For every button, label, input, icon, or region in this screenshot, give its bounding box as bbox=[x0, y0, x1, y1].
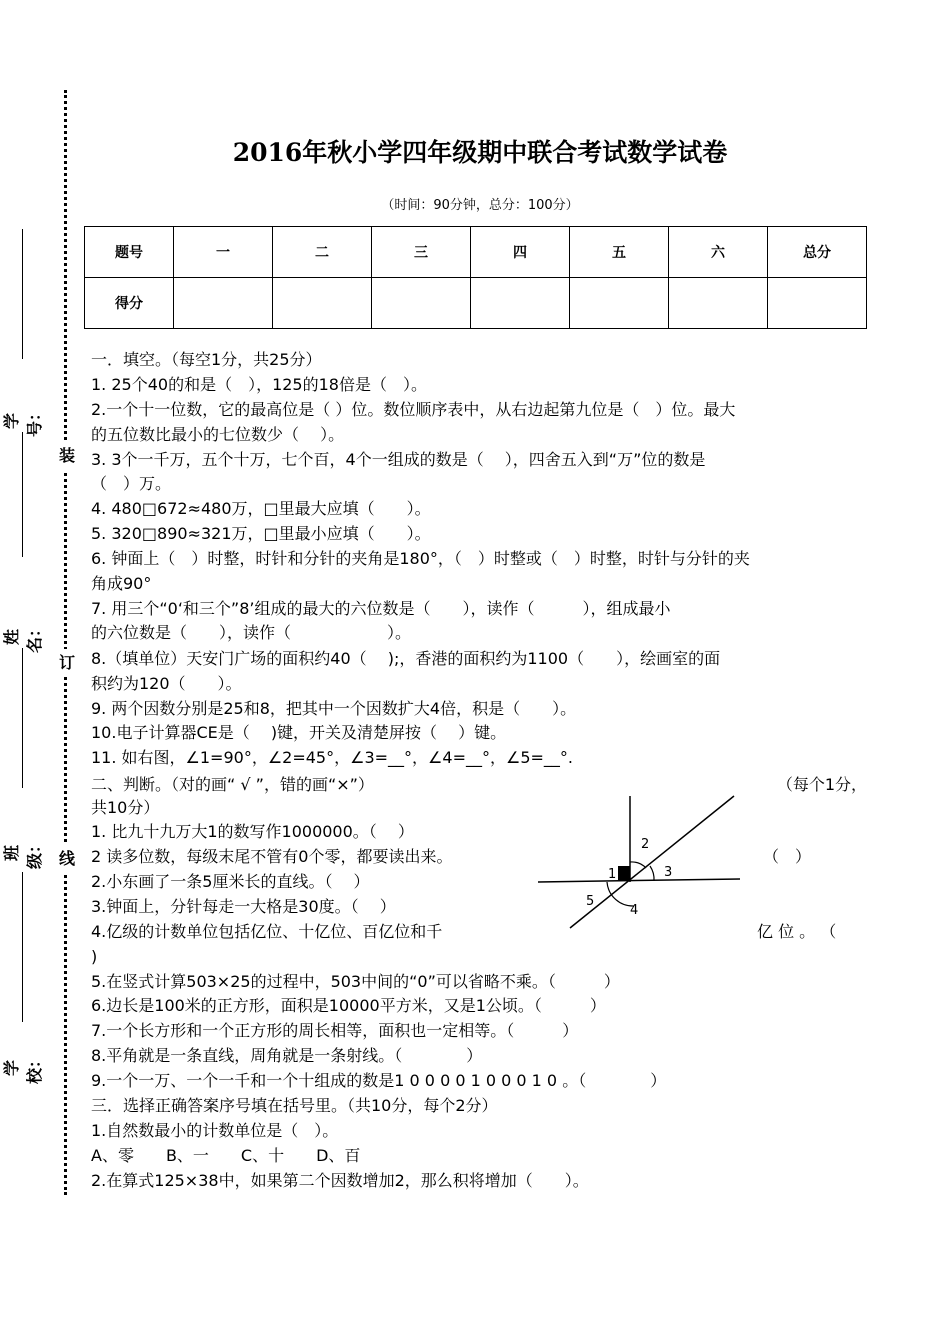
score-header-cell: 四 bbox=[471, 227, 570, 278]
angle-label: 2 bbox=[641, 837, 650, 852]
angle-figure bbox=[534, 790, 764, 940]
judge-item: 8.平角就是一条直线，周角就是一条射线。（ ） bbox=[91, 1046, 483, 1065]
question-line: 角成90° bbox=[91, 574, 152, 593]
angle-label: 1 bbox=[608, 867, 617, 882]
judge-item: 7.一个长方形和一个正方形的周长相等，面积也一定相等。（ ） bbox=[91, 1021, 579, 1040]
horizontal-line bbox=[538, 879, 740, 882]
score-header-cell: 总分 bbox=[768, 227, 867, 278]
seal-word-xian: 线 bbox=[58, 845, 76, 873]
exam-title: 2016年秋小学四年级期中联合考试数学试卷 bbox=[232, 138, 728, 167]
question-line: 4. 480□672≈480万，□里最大应填（ ）。 bbox=[91, 499, 431, 518]
class-line bbox=[22, 648, 23, 788]
score-header-cell: 一 bbox=[174, 227, 273, 278]
judge-item: 5.在竖式计算503×25的过程中，503中间的“0”可以省略不乘。（ ） bbox=[91, 972, 620, 991]
binding-dashed-line bbox=[64, 90, 67, 1195]
question-line: 7. 用三个“0‘和三个”8’组成的最大的六位数是（ ），读作（ ），组成最小 bbox=[91, 599, 671, 618]
question-line: 积约为120（ ）。 bbox=[91, 674, 242, 693]
score-table bbox=[84, 226, 867, 329]
judge-item: 9.一个一万、一个一千和一个十组成的数是1 0 0 0 0 1 0 0 0 1 0 。（ ） bbox=[91, 1071, 667, 1090]
section2-heading-cont: 共10分） bbox=[91, 798, 160, 817]
seal-word-zhuang: 装 bbox=[58, 442, 76, 470]
angle-label: 5 bbox=[586, 894, 595, 909]
score-cell[interactable] bbox=[669, 278, 768, 329]
score-cell[interactable] bbox=[372, 278, 471, 329]
score-cell[interactable] bbox=[768, 278, 867, 329]
student-id-line bbox=[22, 229, 23, 359]
angle-2-arc bbox=[630, 862, 646, 868]
choice-line: 1.自然数最小的计数单位是（ ）。 bbox=[91, 1121, 339, 1140]
section2-heading-right: （每个1分， bbox=[776, 775, 867, 794]
score-header-cell: 二 bbox=[273, 227, 372, 278]
judge-item: 4.亿级的计数单位包括亿位、十亿位、百亿位和千 bbox=[91, 922, 443, 941]
score-row-label: 得分 bbox=[85, 278, 174, 329]
judge-item: 1. 比九十九万大1的数写作1000000。（ ） bbox=[91, 822, 414, 841]
score-header-cell: 题号 bbox=[85, 227, 174, 278]
section1-heading: 一．填空。（每空1分，共25分） bbox=[91, 350, 322, 369]
score-cell[interactable] bbox=[570, 278, 669, 329]
question-line: 的五位数比最小的七位数少（ ）。 bbox=[91, 425, 345, 444]
judge-item: 3.钟面上，分针每走一大格是30度。（ ） bbox=[91, 897, 396, 916]
score-cell[interactable] bbox=[273, 278, 372, 329]
school-line bbox=[22, 872, 23, 1022]
exam-subtitle: （时间：90分钟，总分：100分） bbox=[381, 198, 579, 213]
question-line: 2.一个十一位数，它的最高位是（ ）位。数位顺序表中，从右边起第九位是（ ）位。最大 bbox=[91, 400, 736, 419]
judge-item-paren: （ ） bbox=[763, 847, 812, 866]
angle-label: 3 bbox=[664, 865, 673, 880]
seal-word-ding: 订 bbox=[58, 649, 76, 677]
question-line: 6. 钟面上（ ）时整，时针和分针的夹角是180°，（ ）时整或（ ）时整，时针与分针的夹 bbox=[91, 549, 750, 568]
judge-item: 6.边长是100米的正方形，面积是10000平方米，又是1公顷。（ ） bbox=[91, 996, 606, 1015]
judge-item-cont: 亿 位 。 （ bbox=[757, 922, 837, 941]
diagonal-line bbox=[570, 796, 734, 928]
choice-line: 2.在算式125×38中，如果第二个因数增加2，那么积将增加（ ）。 bbox=[91, 1171, 589, 1190]
score-header-cell: 三 bbox=[372, 227, 471, 278]
question-line: 11. 如右图，∠1=90°，∠2=45°，∠3=__°，∠4=__°，∠5=__°. bbox=[91, 748, 573, 767]
score-cell[interactable] bbox=[174, 278, 273, 329]
judge-item: 2 读多位数，每级末尾不管有0个零，都要读出来。 bbox=[91, 847, 453, 866]
question-line: 的六位数是（ ），读作（ ）。 bbox=[91, 623, 412, 642]
score-table-header-row bbox=[85, 227, 867, 278]
question-line: 8.（填单位）天安门广场的面积约40（ );，香港的面积约为1100（ ），绘画室的面 bbox=[91, 649, 721, 668]
score-cell[interactable] bbox=[471, 278, 570, 329]
question-line: 10.电子计算器CE是（ )键，开关及清楚屏按（ ）键。 bbox=[91, 723, 507, 742]
right-angle-marker bbox=[618, 866, 630, 880]
score-header-cell: 五 bbox=[570, 227, 669, 278]
choice-line: A、零 B、一 C、十 D、百 bbox=[91, 1146, 361, 1165]
question-line: 3. 3个一千万，五个十万，七个百，4个一组成的数是（ ），四舍五入到“万”位的数是 bbox=[91, 450, 706, 469]
name-label: 姓名： bbox=[2, 621, 44, 654]
question-line: 9. 两个因数分别是25和8，把其中一个因数扩大4倍，积是（ ）。 bbox=[91, 699, 577, 718]
angle-3-arc bbox=[650, 866, 654, 881]
section3-heading: 三．选择正确答案序号填在括号里。（共10分，每个2分） bbox=[91, 1096, 498, 1115]
name-line bbox=[22, 432, 23, 557]
question-line: （ ）万。 bbox=[91, 474, 172, 493]
class-label: 班级： bbox=[2, 837, 44, 870]
score-table-score-row bbox=[85, 278, 867, 329]
question-line: 1. 25个40的和是（ ），125的18倍是（ ）。 bbox=[91, 375, 427, 394]
school-label: 学校： bbox=[2, 1052, 44, 1085]
angle-label: 4 bbox=[630, 903, 639, 918]
score-header-cell: 六 bbox=[669, 227, 768, 278]
judge-item: 2.小东画了一条5厘米长的直线。（ ） bbox=[91, 872, 370, 891]
section2-heading: 二、判断。（对的画“ √ ”，错的画“×”） bbox=[91, 775, 374, 794]
student-id-label: 学号： bbox=[2, 405, 44, 438]
question-line: 5. 320□890≈321万，□里最小应填（ ）。 bbox=[91, 524, 431, 543]
judge-item-cont: ) bbox=[91, 947, 98, 966]
